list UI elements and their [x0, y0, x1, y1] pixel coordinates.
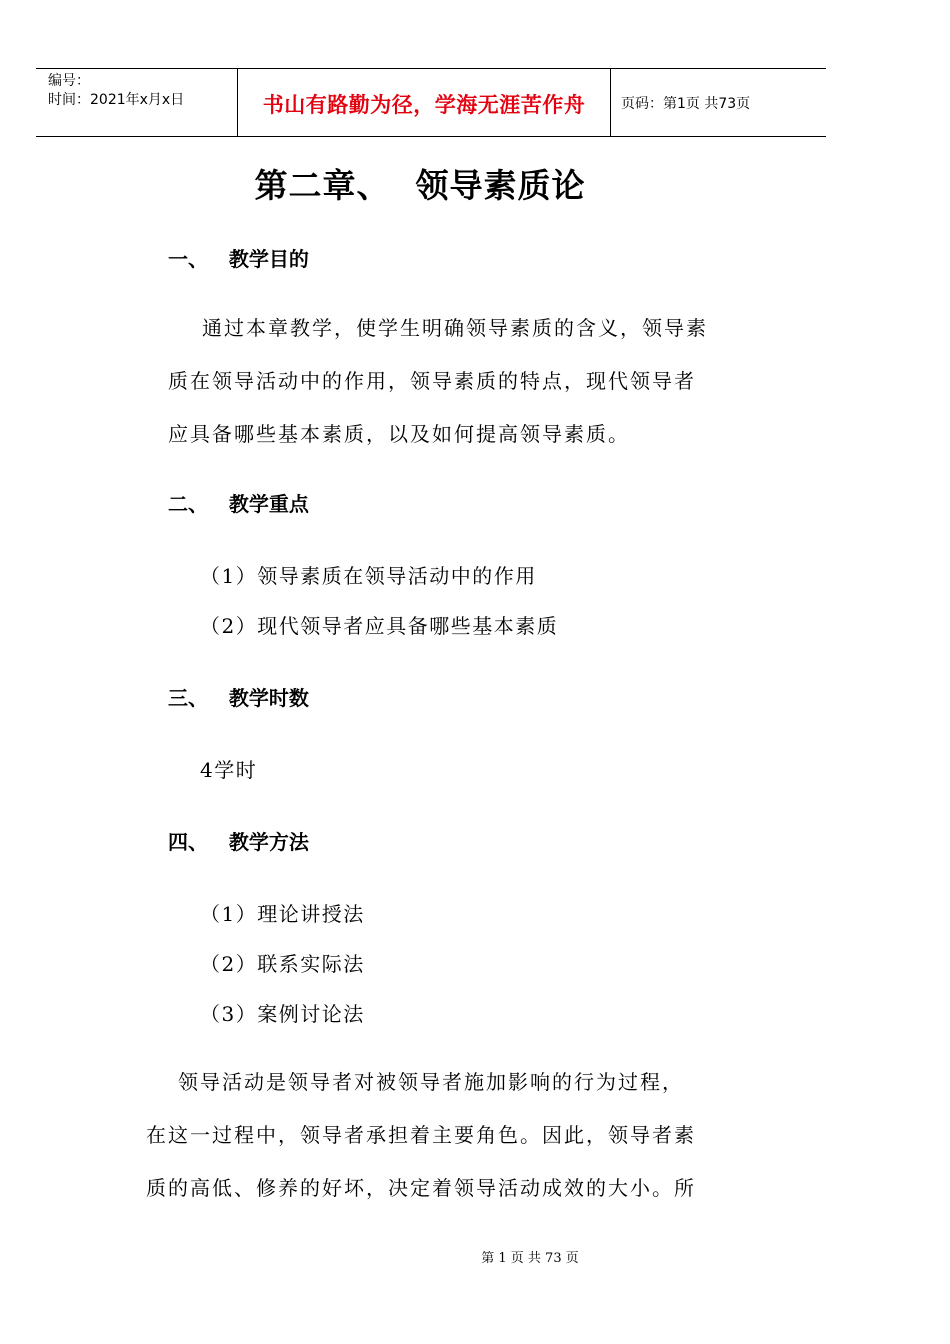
- section-heading-key-points: 二、 教学重点: [168, 492, 309, 516]
- closing-line: 在这一过程中，领导者承担着主要角色。因此，领导者素: [146, 1123, 696, 1147]
- method-item: （1）理论讲授法: [200, 902, 365, 926]
- header-page-cell: [611, 69, 826, 136]
- objective-paragraph: [168, 302, 708, 461]
- method-item: （3）案例讨论法: [200, 1002, 365, 1026]
- section-heading-objective: 一、 教学目的: [168, 247, 309, 271]
- objective-line: 质在领导活动中的作用，领导素质的特点，现代领导者: [168, 369, 696, 393]
- header-meta-cell: [36, 69, 238, 136]
- header-motto-cell: [238, 69, 611, 136]
- objective-line: 通过本章教学，使学生明确领导素质的含义，领导素: [202, 316, 708, 340]
- key-point-item: （2）现代领导者应具备哪些基本素质: [200, 614, 559, 638]
- closing-line: 质的高低、修养的好坏，决定着领导活动成效的大小。所: [146, 1176, 696, 1200]
- closing-paragraph: [146, 1056, 696, 1215]
- hours-text: 4学时: [200, 758, 258, 782]
- page-footer: 第 1 页 共 73 页: [481, 1251, 579, 1266]
- section-heading-hours: 三、 教学时数: [168, 686, 309, 710]
- document-number-label: 编号：: [48, 73, 90, 89]
- key-point-item: （1）领导素质在领导活动中的作用: [200, 564, 537, 588]
- chapter-title: 第二章、 领导素质论: [254, 166, 586, 205]
- header-motto: 书山有路勤为径，学海无涯苦作舟: [262, 93, 586, 117]
- method-item: （2）联系实际法: [200, 952, 365, 976]
- objective-line: 应具备哪些基本素质，以及如何提高领导素质。: [168, 422, 630, 446]
- header-table: [36, 68, 826, 137]
- header-page-label: 页码：第1页 共73页: [621, 95, 751, 112]
- closing-line: 领导活动是领导者对被领导者施加影响的行为过程，: [178, 1070, 684, 1094]
- section-heading-methods: 四、 教学方法: [168, 830, 309, 854]
- document-time-label: 时间：2021年x月x日: [48, 92, 185, 108]
